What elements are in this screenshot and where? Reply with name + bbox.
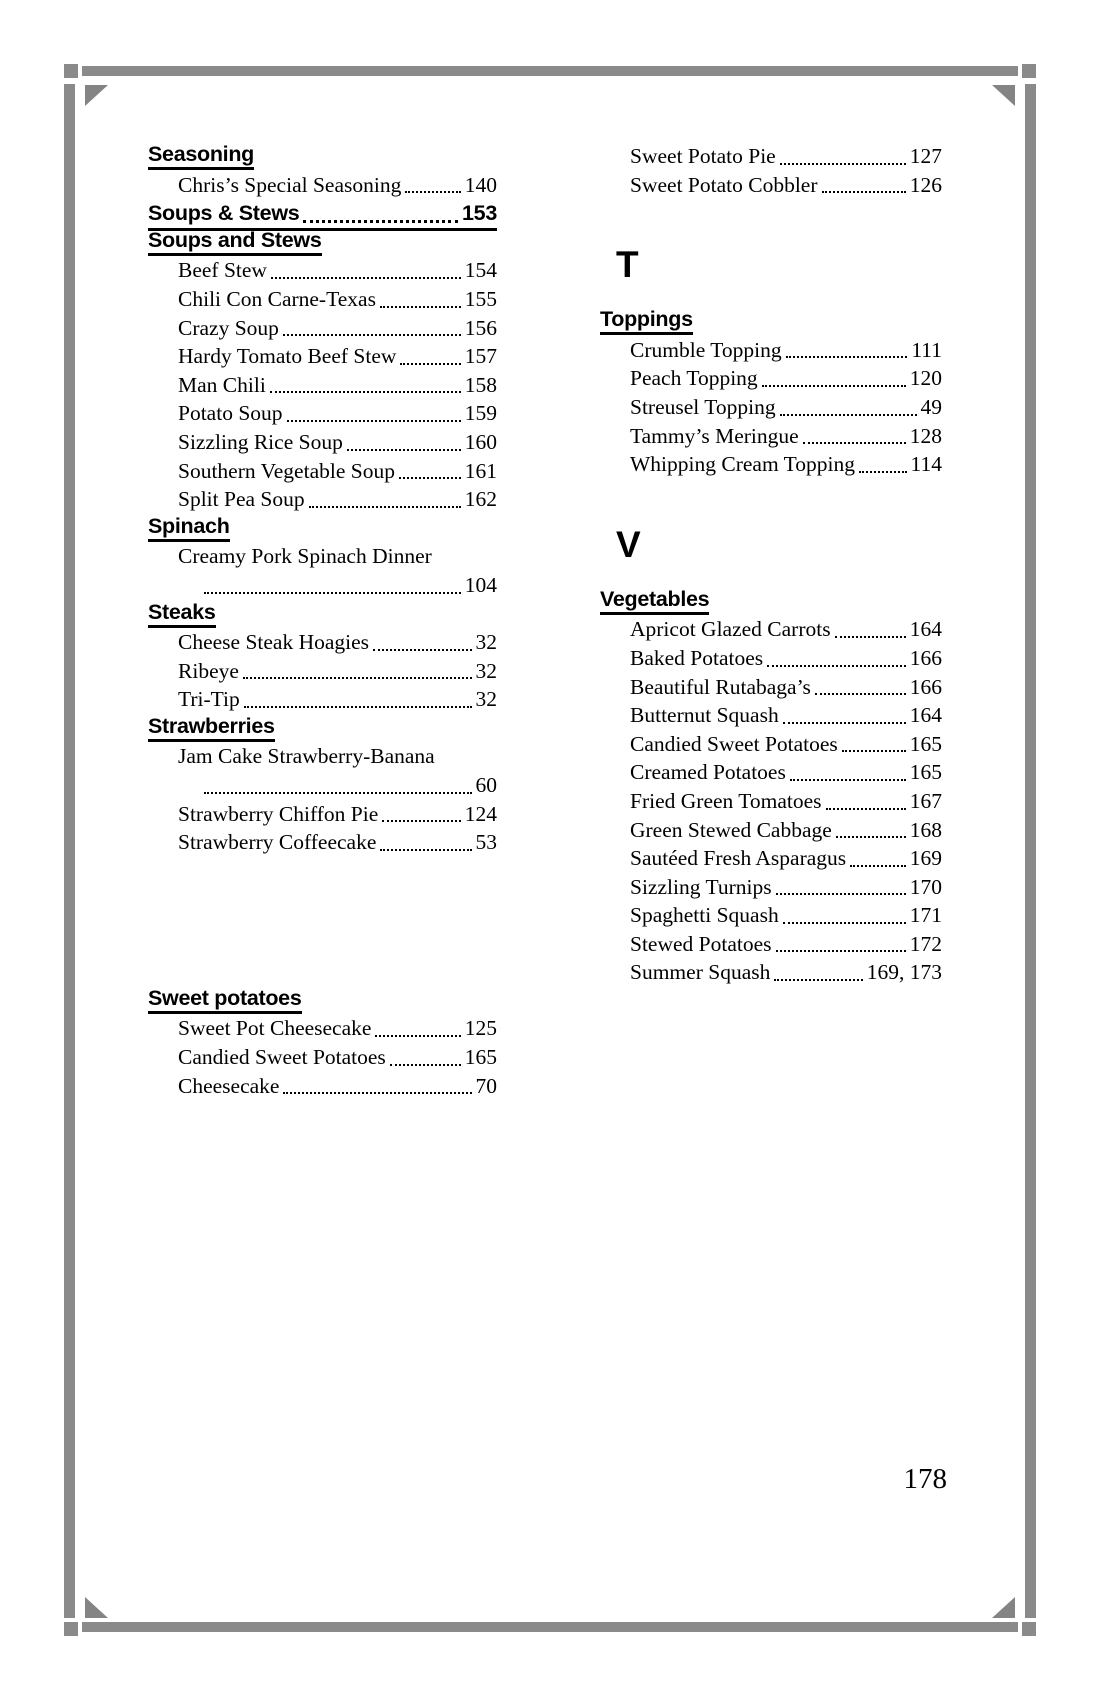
index-entry [148,285,497,314]
corner-triangle-icon [85,85,108,106]
index-column-left [148,142,497,1100]
section-heading-label: Sweet potatoes [148,986,302,1014]
frame-left-bar [64,84,75,1618]
entry-page: 165 [909,760,942,785]
index-entry [600,901,942,930]
dot-leader [270,391,461,393]
index-entry [600,701,942,730]
entry-name: Potato Soup [178,401,283,426]
entry-name: Stewed Potatoes [630,931,772,956]
entry-name: Southern Vegetable Soup [178,458,395,483]
index-entry [148,685,497,714]
dot-leader [842,750,906,752]
section-heading [148,514,497,543]
entry-page: 111 [911,337,942,362]
dot-leader [204,592,461,594]
entry-name: Green Stewed Cabbage [630,817,832,842]
index-entry [600,930,942,959]
entry-page: 155 [464,286,497,311]
entry-page: 120 [909,366,942,391]
index-entry-continuation [148,771,497,800]
entry-page: 166 [909,674,942,699]
index-entry [600,450,942,479]
entry-name: Strawberry Chiffon Pie [178,801,379,826]
index-entry [148,342,497,371]
index-entry [148,828,497,857]
entry-page: 161 [464,458,497,483]
dot-leader [826,808,906,810]
dot-leader [783,922,906,924]
index-entry [148,428,497,457]
frame-corner-square-top-right [1022,64,1036,78]
entry-page: 164 [909,703,942,728]
dot-leader [309,506,461,508]
index-entry [600,336,942,365]
entry-page: 154 [464,258,497,283]
entry-page: 169, 173 [866,960,942,985]
index-entry [600,787,942,816]
entry-page: 168 [909,817,942,842]
dot-leader [244,706,472,708]
dot-leader [271,277,461,279]
dot-leader [283,1092,471,1094]
entry-name: Tri-Tip [178,687,240,712]
entry-page: 128 [909,423,942,448]
dot-leader [776,893,906,895]
entry-name: Strawberry Coffeecake [178,830,377,855]
section-heading [600,587,942,616]
index-entry [600,644,942,673]
dot-leader [382,820,461,822]
entry-page: 104 [464,572,497,597]
index-entry [148,1014,497,1043]
entry-page: 165 [909,731,942,756]
dot-leader [815,693,906,695]
dot-leader [303,220,458,223]
section-heading [148,142,497,171]
dot-leader [390,1064,461,1066]
dot-leader [380,849,471,851]
index-entry [148,457,497,486]
entry-name: Tammy’s Meringue [630,423,799,448]
dot-leader [405,191,460,193]
dot-leader [822,191,906,193]
dot-leader [803,442,906,444]
entry-name: Cheesecake [178,1073,280,1098]
section-heading-label: Soups and Stews [148,228,322,256]
dot-leader [859,471,907,473]
section-heading-entry [148,199,497,231]
page-number: 178 [903,1463,947,1495]
index-entry [148,628,497,657]
dot-leader [283,334,461,336]
corner-triangle-icon [992,1597,1015,1618]
entry-page: 153 [462,201,497,226]
entry-page: 169 [909,846,942,871]
index-entry [148,657,497,686]
index-entry [600,142,942,171]
entry-name: Peach Topping [630,366,758,391]
frame-right-bar [1025,84,1036,1618]
entry-name: Hardy Tomato Beef Stew [178,344,397,369]
dot-leader [774,979,862,981]
dot-leader [780,163,906,165]
entry-name: Ribeye [178,658,239,683]
entry-name: Spaghetti Squash [630,903,779,928]
dot-leader [835,636,906,638]
entry-page: 165 [464,1045,497,1070]
entry-page: 164 [909,617,942,642]
dot-leader [375,1035,460,1037]
dot-leader [762,385,906,387]
entry-name: Creamy Pork Spinach Dinner [178,544,432,569]
entry-page: 32 [475,658,497,683]
index-entry [600,422,942,451]
dot-leader [204,792,472,794]
dot-leader [786,356,908,358]
index-entry [148,314,497,343]
entry-name: Beautiful Rutabaga’s [630,674,811,699]
entry-name: Chris’s Special Seasoning [178,172,402,197]
section-heading [148,228,497,257]
section-heading [148,986,497,1015]
index-entry [600,730,942,759]
section-heading-label: Toppings [600,307,693,335]
index-entry [148,542,497,571]
entry-page: 166 [909,645,942,670]
entry-name: Candied Sweet Potatoes [178,1045,386,1070]
dot-leader [780,414,917,416]
index-entry [148,742,497,771]
letter-divider: V [616,523,641,565]
entry-name: Soups & Stews [148,201,300,226]
dot-leader [243,677,472,679]
index-entry [148,256,497,285]
entry-page: 170 [909,874,942,899]
entry-name: Sautéed Fresh Asparagus [630,846,847,871]
entry-name: Candied Sweet Potatoes [630,731,838,756]
index-entry [600,615,942,644]
entry-page: 158 [464,372,497,397]
index-entry [148,371,497,400]
index-entry [600,958,942,987]
entry-page: 159 [464,401,497,426]
entry-page: 156 [464,315,497,340]
dot-leader [783,722,906,724]
index-entry [148,1043,497,1072]
entry-page: 32 [475,687,497,712]
entry-page: 124 [464,801,497,826]
entry-name: Streusel Topping [630,394,776,419]
entry-name: Crumble Topping [630,337,782,362]
section-heading-label: Strawberries [148,714,275,742]
index-column-right [600,142,942,987]
entry-page: 172 [909,931,942,956]
entry-name: Sizzling Turnips [630,874,772,899]
index-entry [148,800,497,829]
entry-page: 70 [475,1073,497,1098]
index-entry [600,816,942,845]
entry-name: Baked Potatoes [630,645,764,670]
entry-name: Jam Cake Strawberry-Banana [178,744,435,769]
entry-name: Chili Con Carne-Texas [178,286,376,311]
entry-page: 53 [475,830,497,855]
frame-top-bar [82,66,1018,76]
index-entry [148,485,497,514]
entry-name: Butternut Squash [630,703,779,728]
frame-corner-square-top-left [64,64,78,78]
frame-bottom-bar [82,1622,1018,1632]
entry-page: 167 [909,788,942,813]
dot-leader [790,779,906,781]
entry-name: Sizzling Rice Soup [178,429,343,454]
entry-name: Crazy Soup [178,315,279,340]
index-entry [600,873,942,902]
entry-name: Sweet Potato Cobbler [630,172,818,197]
corner-triangle-icon [992,85,1015,106]
index-entry [600,393,942,422]
entry-name: Whipping Cream Topping [630,452,856,477]
entry-name: Creamed Potatoes [630,760,786,785]
dot-leader [836,836,906,838]
entry-page: 49 [920,394,942,419]
entry-name: Beef Stew [178,258,267,283]
dot-leader [399,477,461,479]
index-entry [148,1072,497,1101]
entry-page: 114 [910,452,942,477]
dot-leader [776,950,906,952]
section-spacer [148,857,497,986]
index-entry [600,844,942,873]
frame-corner-square-bottom-right [1022,1622,1036,1636]
entry-page: 60 [475,773,497,798]
dot-leader [373,649,471,651]
entry-page: 126 [909,172,942,197]
entry-page: 127 [909,144,942,168]
index-entry [600,364,942,393]
entry-page: 125 [464,1016,497,1041]
section-heading [148,714,497,743]
entry-page: 162 [464,487,497,512]
entry-name: Apricot Glazed Carrots [630,617,831,642]
index-entry [148,171,497,200]
dot-leader [380,306,461,308]
index-entry [148,399,497,428]
entry-name: Cheese Steak Hoagies [178,630,370,655]
dot-leader [347,449,461,451]
section-heading-label: Vegetables [600,587,709,615]
index-entry [600,171,942,200]
dot-leader [400,363,460,365]
frame-corner-square-bottom-left [64,1622,78,1636]
entry-page: 171 [909,903,942,928]
section-heading [148,600,497,629]
letter-divider: T [616,244,639,286]
entry-name: Man Chili [178,372,266,397]
section-heading-label: Spinach [148,514,230,542]
index-entry-continuation [148,571,497,600]
section-heading-label: Seasoning [148,142,254,170]
section-heading [600,307,942,336]
entry-name: Summer Squash [630,960,771,985]
entry-name: Fried Green Tomatoes [630,788,822,813]
entry-name: Split Pea Soup [178,487,305,512]
entry-page: 160 [464,429,497,454]
entry-name: Sweet Potato Pie [630,144,776,168]
section-heading-label: Steaks [148,600,216,628]
corner-triangle-icon [85,1597,108,1618]
index-entry [600,758,942,787]
index-entry [600,673,942,702]
entry-name: Sweet Pot Cheesecake [178,1016,372,1041]
dot-leader [850,865,906,867]
entry-page: 140 [464,172,497,197]
dot-leader [767,665,906,667]
dot-leader [287,420,461,422]
entry-page: 157 [464,344,497,369]
entry-page: 32 [475,630,497,655]
